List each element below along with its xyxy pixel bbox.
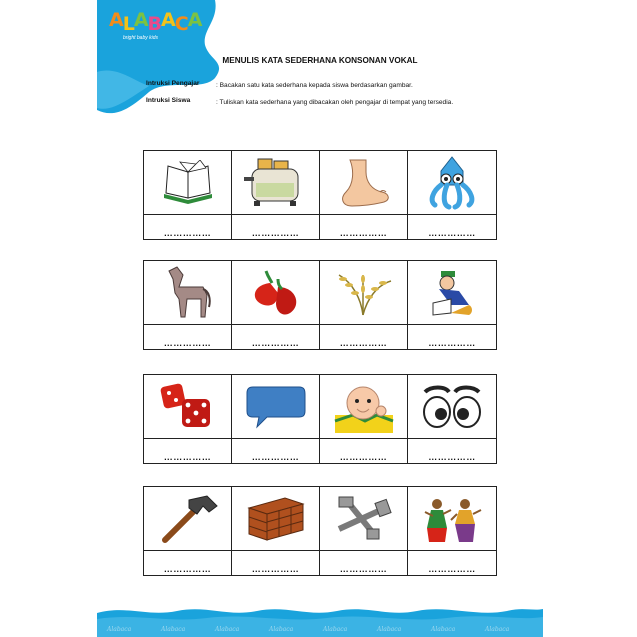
word-cell [232, 375, 320, 463]
toaster-icon [244, 157, 308, 209]
footer-watermark: Alabaca [161, 626, 186, 633]
answer-blank[interactable]: …………… [428, 338, 476, 348]
child-reading-icon [429, 269, 475, 317]
picture-area [144, 487, 231, 551]
answer-blank[interactable]: …………… [163, 564, 212, 574]
word-cell [144, 487, 232, 575]
rice-plant-icon [333, 269, 395, 317]
word-cell [320, 261, 408, 349]
logo-letter: A [109, 9, 123, 31]
picture-area [232, 487, 319, 551]
footer-watermark: Alabaca [269, 626, 294, 633]
logo-letter: L [122, 13, 134, 35]
answer-blank[interactable]: …………… [339, 452, 388, 462]
word-cell [320, 375, 408, 463]
answer-blank[interactable]: …………… [251, 564, 300, 574]
answer-blank[interactable]: …………… [428, 564, 476, 574]
answer-blank[interactable]: …………… [428, 228, 476, 238]
picture-area [320, 261, 407, 325]
answer-blank[interactable]: …………… [251, 452, 300, 462]
bolts-icon [333, 495, 395, 543]
teacher-instruction-text: : Bacakan satu kata sederhana kepada siswa berdasarkan gambar. [216, 82, 413, 89]
teacher-instruction-label: Intruksi Pengajar [146, 80, 200, 87]
dancers-icon [421, 494, 483, 544]
picture-area [232, 261, 319, 325]
page-title: MENULIS KATA SEDERHANA KONSONAN VOKAL [222, 56, 418, 65]
answer-blank[interactable]: …………… [251, 228, 300, 238]
eyes-icon [421, 384, 483, 430]
footer-watermark: Alabaca [485, 626, 510, 633]
word-cell [144, 375, 232, 463]
picture-row-2 [143, 260, 497, 350]
octopus-icon [427, 155, 477, 211]
dice-icon [160, 381, 216, 433]
picture-area [320, 375, 407, 439]
word-cell [408, 375, 496, 463]
picture-area [320, 487, 407, 551]
answer-blank[interactable]: …………… [339, 228, 388, 238]
word-cell [408, 487, 496, 575]
answer-blank[interactable]: …………… [251, 338, 300, 348]
word-cell [232, 487, 320, 575]
foot-icon [336, 158, 392, 208]
word-cell [232, 151, 320, 239]
word-cell [232, 261, 320, 349]
word-cell [408, 261, 496, 349]
footer-watermark: Alabaca [377, 626, 402, 633]
answer-blank[interactable]: …………… [339, 564, 388, 574]
student-instruction-text: : Tuliskan kata sederhana yang dibacakan oleh pengajar di tempat yang tersedia. [216, 99, 454, 106]
hammer-icon [157, 494, 219, 544]
speech-bubble-icon [245, 383, 307, 431]
picture-area [144, 261, 231, 325]
picture-area [408, 487, 496, 551]
footer-watermark: Alabaca [215, 626, 240, 633]
picture-row-1 [143, 150, 497, 240]
worksheet-page [97, 0, 543, 637]
alabaca-logo: ALABACA bright baby kids [109, 9, 202, 41]
word-cell [408, 151, 496, 239]
picture-area [320, 151, 407, 215]
logo-letter: A [133, 9, 148, 31]
logo-letter: A [187, 9, 202, 31]
answer-blank[interactable]: …………… [428, 452, 476, 462]
picture-area [232, 151, 319, 215]
word-cell [320, 487, 408, 575]
picture-area [144, 151, 231, 215]
picture-row-3 [143, 374, 497, 464]
answer-blank[interactable]: …………… [163, 452, 212, 462]
answer-blank[interactable]: …………… [339, 338, 388, 348]
word-cell [144, 151, 232, 239]
word-cell [320, 151, 408, 239]
brick-wall-icon [245, 496, 307, 542]
chili-icon [248, 269, 304, 317]
answer-blank[interactable]: …………… [163, 338, 212, 348]
picture-area [144, 375, 231, 439]
picture-area [232, 375, 319, 439]
boy-face-icon [333, 381, 395, 433]
logo-letter: A [161, 9, 175, 31]
answer-blank[interactable]: …………… [163, 228, 212, 238]
footer-watermark: Alabaca [431, 626, 456, 633]
student-instruction-label: Intruksi Siswa [146, 97, 191, 104]
picture-row-4 [143, 486, 497, 576]
picture-area [408, 375, 496, 439]
picture-area [408, 151, 496, 215]
logo-letter: C [174, 13, 188, 35]
horse-icon [163, 265, 213, 321]
picture-area [408, 261, 496, 325]
word-cell [144, 261, 232, 349]
footer-watermark: Alabaca [323, 626, 348, 633]
logo-letter: B [147, 13, 162, 35]
book-icon [160, 160, 216, 206]
footer-watermark: Alabaca [107, 626, 132, 633]
